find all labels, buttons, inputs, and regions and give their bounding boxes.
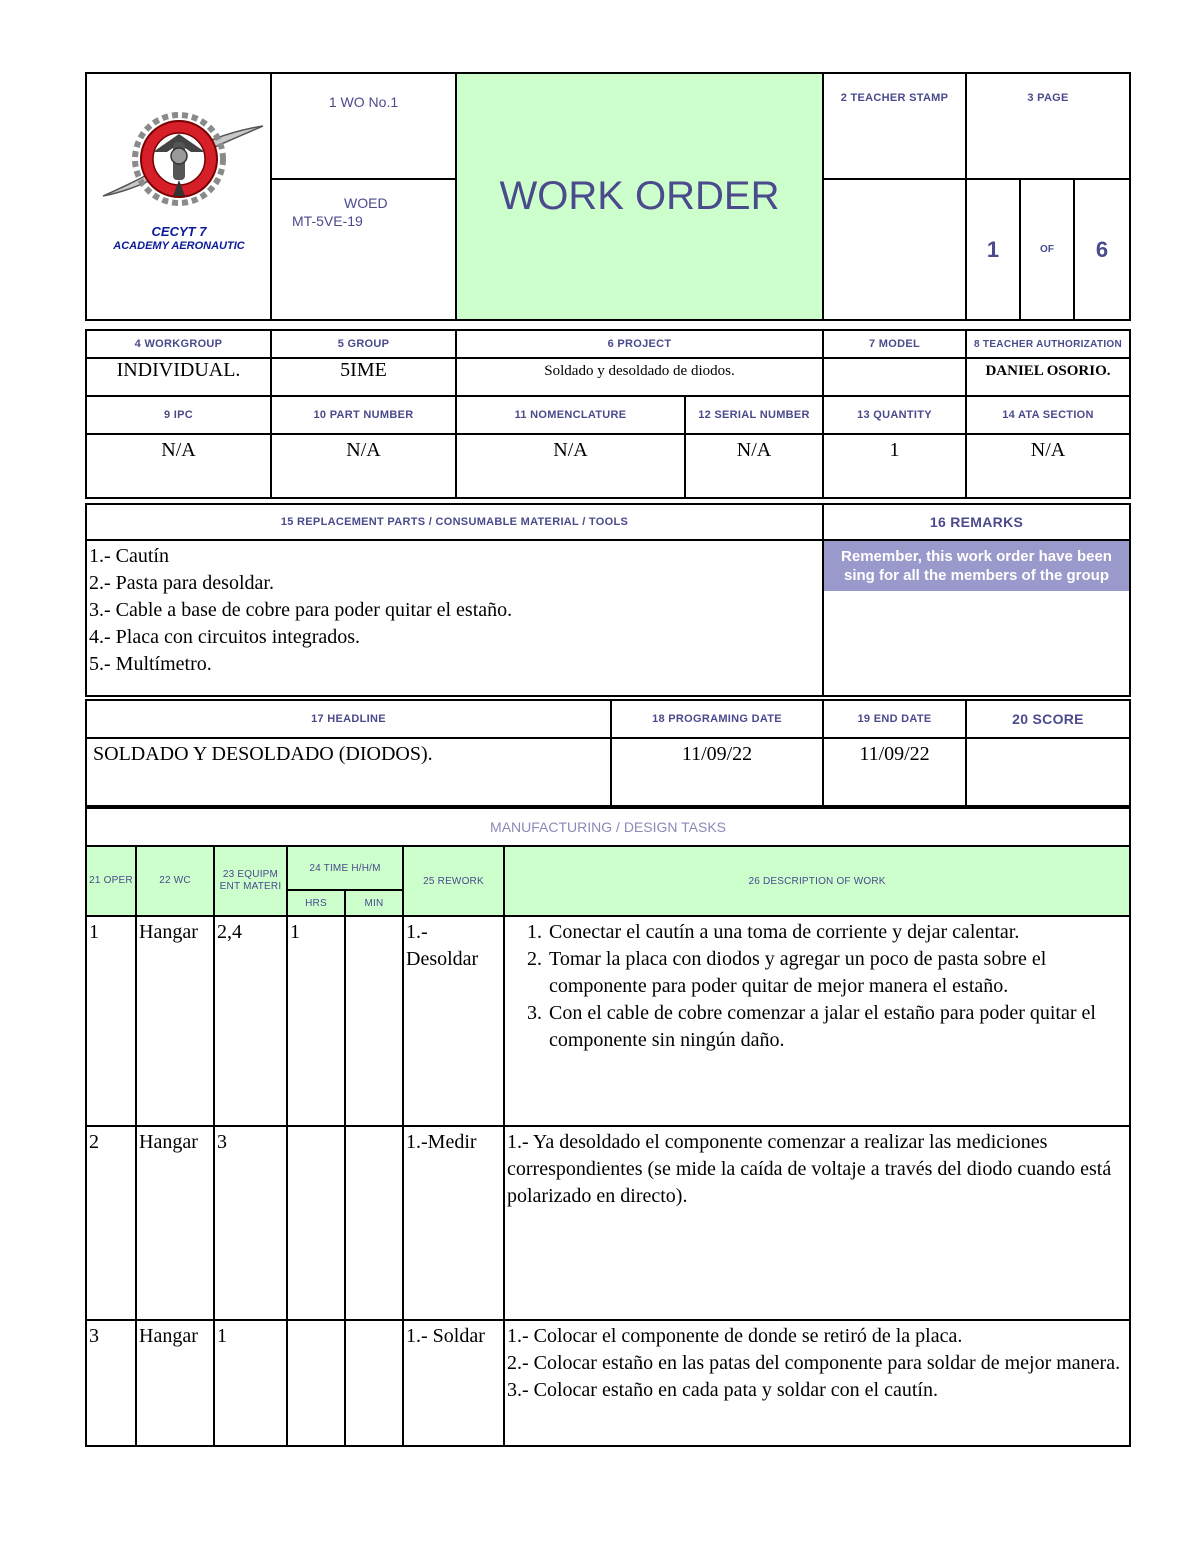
table-row: [86, 916, 1130, 1126]
list-item: 5.- Multímetro.: [89, 653, 212, 675]
col-hrs: HRS: [287, 890, 345, 916]
nomenclature-label: 11 NOMENCLATURE: [456, 396, 685, 434]
woed-cell: [271, 179, 456, 320]
col-description: 26 DESCRIPTION OF WORK: [504, 846, 1130, 916]
nomenclature-value: N/A: [456, 434, 685, 498]
row-min: [345, 916, 403, 1126]
row-oper: 1: [86, 916, 136, 1126]
header-table: [85, 72, 1131, 321]
headline-table: [85, 699, 1131, 807]
programing-date-label: 18 PROGRAMING DATE: [611, 700, 823, 738]
model-label: 7 MODEL: [823, 330, 966, 358]
woed-line1: WOED: [344, 195, 388, 211]
ata-section-value: N/A: [966, 434, 1130, 498]
workgroup-label: 4 WORKGROUP: [86, 330, 271, 358]
score-label: 20 SCORE: [966, 700, 1130, 738]
row-description: [504, 1126, 1130, 1320]
row-equipment: 2,4: [214, 916, 287, 1126]
row-wc: Hangar: [136, 1126, 214, 1320]
part-number-label: 10 PART NUMBER: [271, 396, 456, 434]
col-rework: 25 REWORK: [403, 846, 504, 916]
row-hrs: [287, 1320, 345, 1446]
row-wc: Hangar: [136, 1320, 214, 1446]
list-item: 2. Tomar la placa con diodos y agregar un poco de pasta sobre el componente para poder quitar de mejor manera el estaño.: [547, 946, 1127, 1000]
list-item: 4.- Placa con circuitos integrados.: [89, 626, 361, 648]
materials-label: 15 REPLACEMENT PARTS / CONSUMABLE MATERIAL / TOOLS: [86, 504, 823, 540]
tasks-section-title: MANUFACTURING / DESIGN TASKS: [86, 808, 1130, 846]
info-table: [85, 329, 1131, 499]
serial-number-label: 12 SERIAL NUMBER: [685, 396, 823, 434]
col-wc: 22 WC: [136, 846, 214, 916]
page-title: WORK ORDER: [456, 73, 823, 320]
row-description: [504, 1320, 1130, 1446]
page-label: 3 PAGE: [966, 73, 1130, 179]
group-value: 5IME: [271, 358, 456, 396]
wo-no-cell: [271, 73, 456, 179]
row-rework: 1.- Soldar: [403, 1320, 504, 1446]
tasks-table: [85, 807, 1131, 1447]
headline-value: SOLDADO Y DESOLDADO (DIODOS).: [86, 738, 611, 806]
ata-section-label: 14 ATA SECTION: [966, 396, 1130, 434]
quantity-value: 1: [823, 434, 966, 498]
group-label: 5 GROUP: [271, 330, 456, 358]
col-equipment: 23 EQUIPM ENT MATERI: [214, 846, 287, 916]
row-hrs: [287, 1126, 345, 1320]
list-item: 3.- Cable a base de cobre para poder quitar el estaño.: [89, 599, 513, 621]
row-description: [504, 916, 1130, 1126]
materials-table: [85, 503, 1131, 697]
table-row: [86, 1126, 1130, 1320]
logo-line1: CECYT 7: [151, 224, 207, 239]
row-rework: 1.-Medir: [403, 1126, 504, 1320]
list-item: 1. Conectar el cautín a una toma de corriente y dejar calentar.: [547, 919, 1127, 946]
page-total: 6: [1074, 179, 1130, 320]
materials-list: [86, 540, 823, 696]
teacher-stamp-label: 2 TEACHER STAMP: [823, 73, 966, 179]
serial-number-value: N/A: [685, 434, 823, 498]
row-min: [345, 1320, 403, 1446]
teacher-stamp-box: [823, 179, 966, 320]
workgroup-value: INDIVIDUAL.: [86, 358, 271, 396]
description-line: 2.- Colocar estaño en las patas del componente para soldar de mejor manera.: [507, 1352, 1121, 1374]
page-of: OF: [1020, 179, 1074, 320]
project-label: 6 PROJECT: [456, 330, 823, 358]
headline-label: 17 HEADLINE: [86, 700, 611, 738]
remarks-label: 16 REMARKS: [823, 504, 1130, 540]
academy-logo: [95, 104, 265, 214]
logo-line2: ACADEMY AERONAUTIC: [113, 240, 245, 252]
col-min: MIN: [345, 890, 403, 916]
logo-cell: [86, 73, 271, 320]
description-line: 3.- Colocar estaño en cada pata y soldar con el cautín.: [507, 1379, 938, 1401]
score-value: [966, 738, 1130, 806]
wo-no-label: 1 WO No.1: [328, 94, 399, 110]
quantity-label: 13 QUANTITY: [823, 396, 966, 434]
row-hrs: 1: [287, 916, 345, 1126]
work-order-form: [85, 72, 1129, 1447]
list-item: 3. Con el cable de cobre comenzar a jalar el estaño para poder quitar el componente sin ningún daño.: [547, 1000, 1127, 1054]
list-item: 1.- Cautín: [89, 545, 169, 567]
row-rework: 1.- Desoldar: [403, 916, 504, 1126]
teacher-authorization-label: 8 TEACHER AUTHORIZATION: [966, 330, 1130, 358]
col-oper: 21 OPER: [86, 846, 136, 916]
row-min: [345, 1126, 403, 1320]
part-number-value: N/A: [271, 434, 456, 498]
row-oper: 2: [86, 1126, 136, 1320]
description-line: 1.- Ya desoldado el componente comenzar a realizar las mediciones correspondientes (se mide la caída de voltaje a través del diodo cuando está polarizado en directo).: [507, 1131, 1112, 1207]
end-date-value: 11/09/22: [823, 738, 966, 806]
programing-date-value: 11/09/22: [611, 738, 823, 806]
row-oper: 3: [86, 1320, 136, 1446]
model-value: [823, 358, 966, 396]
page-current: 1: [966, 179, 1020, 320]
col-time: 24 TIME H/H/M: [287, 846, 403, 890]
teacher-value: DANIEL OSORIO.: [966, 358, 1130, 396]
table-row: [86, 1320, 1130, 1446]
project-value: Soldado y desoldado de diodos.: [456, 358, 823, 396]
description-line: 1.- Colocar el componente de donde se retiró de la placa.: [507, 1325, 963, 1347]
remarks-note: Remember, this work order have been sing for all the members of the group: [824, 541, 1129, 591]
row-equipment: 1: [214, 1320, 287, 1446]
list-item: 2.- Pasta para desoldar.: [89, 572, 274, 594]
remarks-cell: [823, 540, 1130, 696]
woed-line2: MT-5VE-19: [292, 213, 363, 229]
row-wc: Hangar: [136, 916, 214, 1126]
ipc-value: N/A: [86, 434, 271, 498]
row-equipment: 3: [214, 1126, 287, 1320]
end-date-label: 19 END DATE: [823, 700, 966, 738]
ipc-label: 9 IPC: [86, 396, 271, 434]
